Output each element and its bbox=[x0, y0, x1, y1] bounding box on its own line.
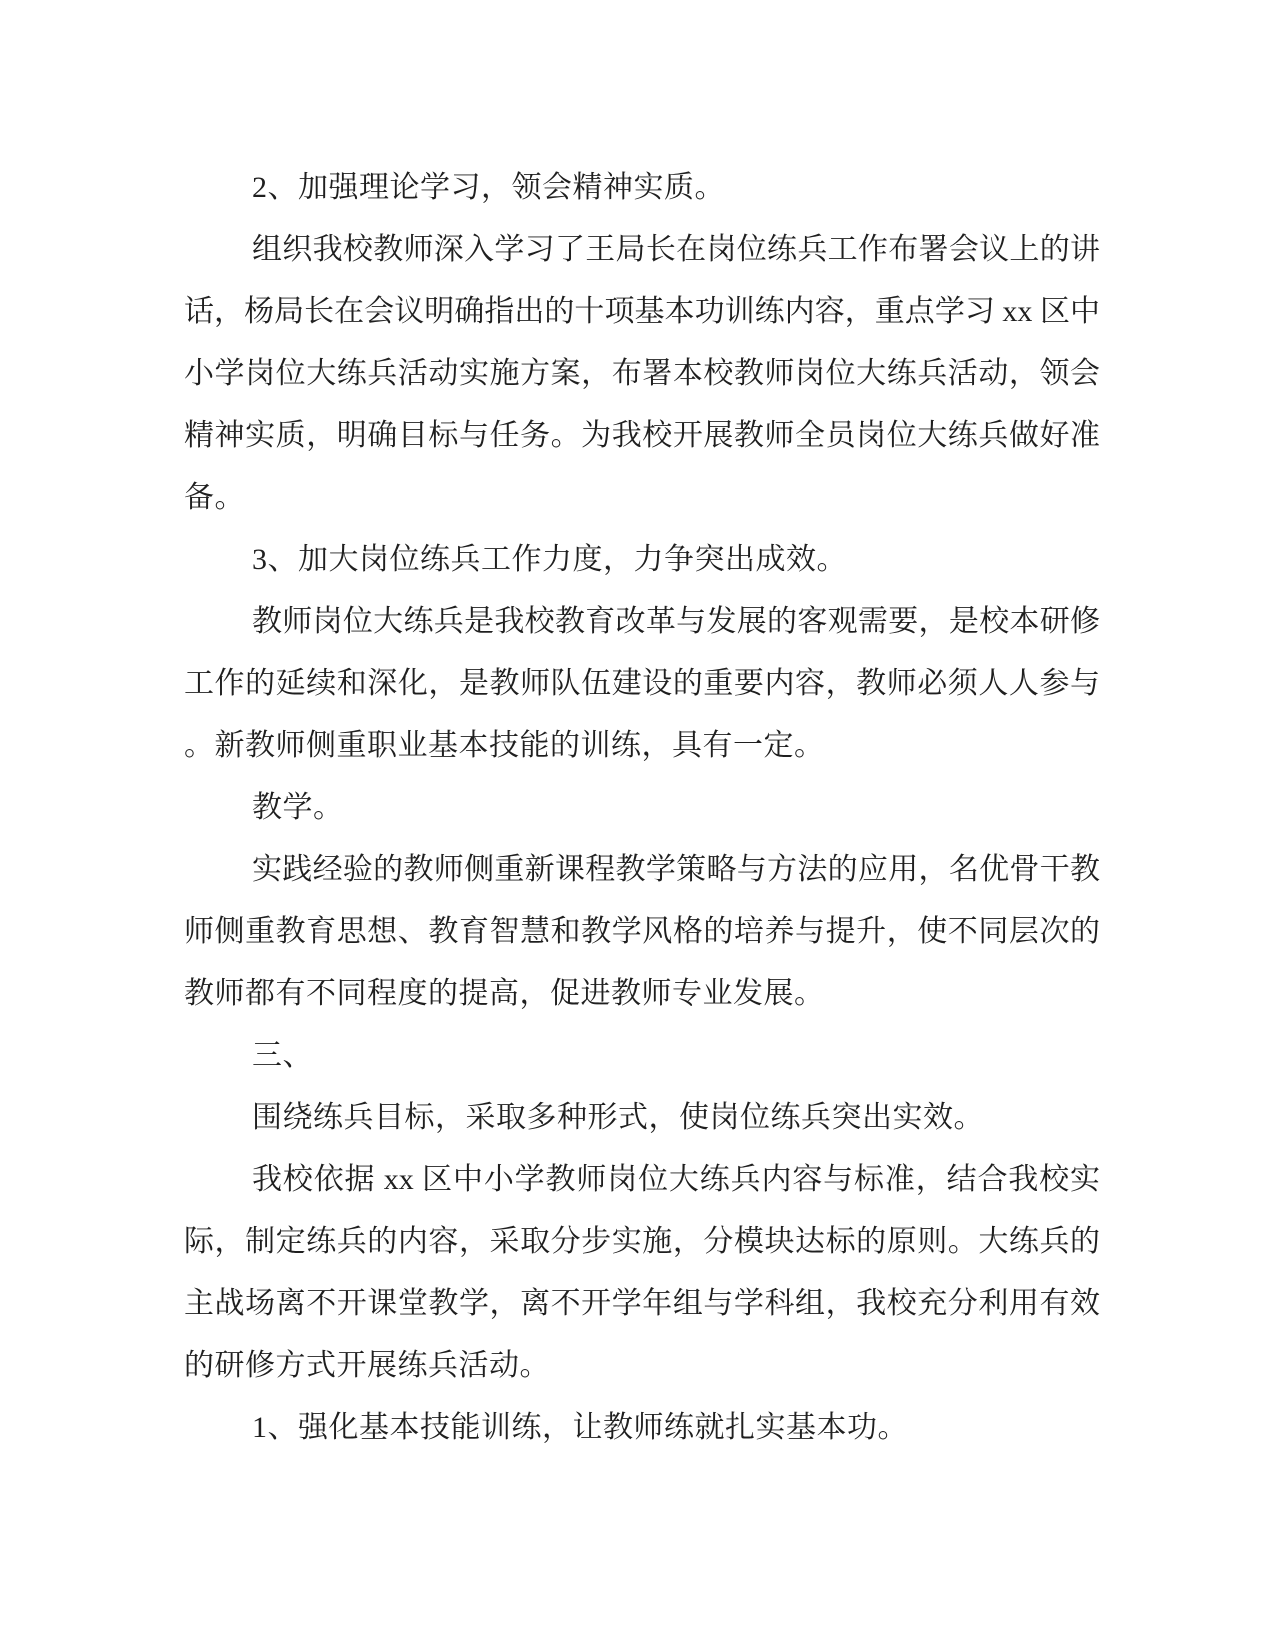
text-line: 师侧重教育思想、教育智慧和教学风格的培养与提升，使不同层次的 bbox=[184, 915, 1100, 948]
text-line: 我校依据 xx 区中小学教师岗位大练兵内容与标准，结合我校实 bbox=[252, 1163, 1100, 1196]
text-line: 2、加强理论学习，领会精神实质。 bbox=[252, 171, 725, 204]
text-line: 主战场离不开课堂教学，离不开学年组与学科组，我校充分利用有效 bbox=[184, 1287, 1100, 1320]
text-line: 际，制定练兵的内容，采取分步实施，分模块达标的原则。大练兵的 bbox=[184, 1225, 1100, 1258]
text-line: 。新教师侧重职业基本技能的训练，具有一定。 bbox=[184, 729, 825, 762]
text-line: 精神实质，明确目标与任务。为我校开展教师全员岗位大练兵做好准 bbox=[184, 419, 1100, 452]
text-line: 三、 bbox=[252, 1039, 313, 1072]
text-line: 实践经验的教师侧重新课程教学策略与方法的应用，名优骨干教 bbox=[252, 853, 1100, 886]
text-line: 3、加大岗位练兵工作力度，力争突出成效。 bbox=[252, 543, 847, 576]
text-line: 的研修方式开展练兵活动。 bbox=[184, 1349, 550, 1382]
text-line: 教学。 bbox=[252, 791, 344, 824]
text-line: 备。 bbox=[184, 481, 245, 514]
text-line: 组织我校教师深入学习了王局长在岗位练兵工作布署会议上的讲 bbox=[252, 233, 1100, 266]
text-line: 围绕练兵目标，采取多种形式，使岗位练兵突出实效。 bbox=[252, 1101, 984, 1134]
text-line: 话，杨局长在会议明确指出的十项基本功训练内容，重点学习 xx 区中 bbox=[184, 295, 1100, 328]
text-line: 工作的延续和深化，是教师队伍建设的重要内容，教师必须人人参与 bbox=[184, 667, 1100, 700]
text-line: 1、强化基本技能训练，让教师练就扎实基本功。 bbox=[252, 1411, 908, 1444]
text-line: 教师都有不同程度的提高，促进教师专业发展。 bbox=[184, 977, 825, 1010]
text-line: 小学岗位大练兵活动实施方案，布署本校教师岗位大练兵活动，领会 bbox=[184, 357, 1100, 390]
document-body bbox=[184, 157, 1100, 1459]
text-line: 教师岗位大练兵是我校教育改革与发展的客观需要，是校本研修 bbox=[252, 605, 1100, 638]
